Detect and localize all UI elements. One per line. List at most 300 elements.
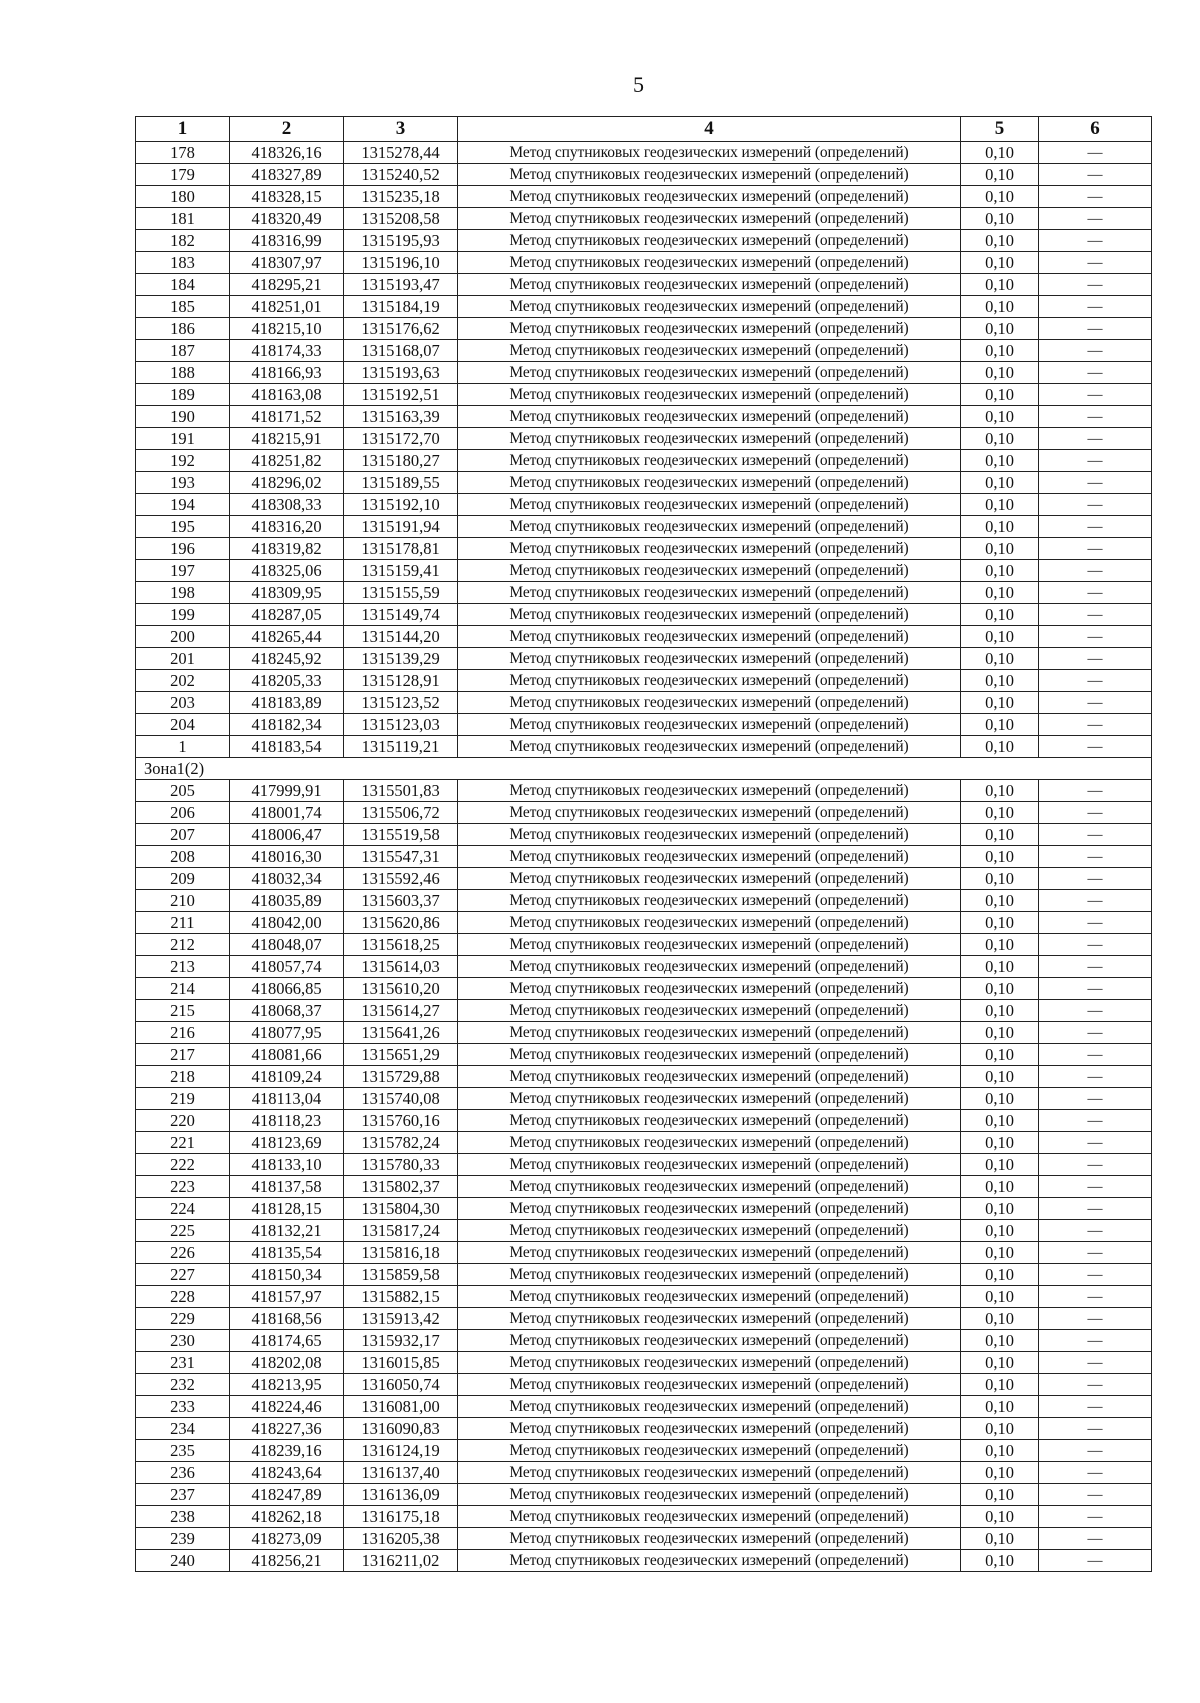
accuracy-cell: 0,10 <box>961 560 1039 582</box>
point-number-cell: 206 <box>136 802 230 824</box>
x-coordinate-cell: 418326,16 <box>230 142 344 164</box>
x-coordinate-cell: 418273,09 <box>230 1528 344 1550</box>
zone-label: Зона1(2) <box>136 758 1152 780</box>
description-cell: — <box>1039 934 1152 956</box>
method-cell: Метод спутниковых геодезических измерений (определений) <box>458 1440 961 1462</box>
x-coordinate-cell: 418245,92 <box>230 648 344 670</box>
table-row <box>136 296 1152 318</box>
x-coordinate-cell: 418247,89 <box>230 1484 344 1506</box>
method-cell: Метод спутниковых геодезических измерений (определений) <box>458 1220 961 1242</box>
x-coordinate-cell: 418163,08 <box>230 384 344 406</box>
y-coordinate-cell: 1315196,10 <box>344 252 458 274</box>
x-coordinate-cell: 418205,33 <box>230 670 344 692</box>
description-cell: — <box>1039 1110 1152 1132</box>
point-number-cell: 188 <box>136 362 230 384</box>
table-row <box>136 362 1152 384</box>
accuracy-cell: 0,10 <box>961 186 1039 208</box>
header-col-5: 5 <box>961 117 1039 142</box>
description-cell: — <box>1039 142 1152 164</box>
x-coordinate-cell: 418150,34 <box>230 1264 344 1286</box>
table-row <box>136 912 1152 934</box>
point-number-cell: 215 <box>136 1000 230 1022</box>
y-coordinate-cell: 1315193,63 <box>344 362 458 384</box>
accuracy-cell: 0,10 <box>961 406 1039 428</box>
description-cell: — <box>1039 1022 1152 1044</box>
x-coordinate-cell: 418327,89 <box>230 164 344 186</box>
method-cell: Метод спутниковых геодезических измерений (определений) <box>458 538 961 560</box>
method-cell: Метод спутниковых геодезических измерений (определений) <box>458 934 961 956</box>
description-cell: — <box>1039 604 1152 626</box>
x-coordinate-cell: 418319,82 <box>230 538 344 560</box>
description-cell: — <box>1039 1088 1152 1110</box>
table-row <box>136 648 1152 670</box>
x-coordinate-cell: 418262,18 <box>230 1506 344 1528</box>
description-cell: — <box>1039 780 1152 802</box>
y-coordinate-cell: 1316136,09 <box>344 1484 458 1506</box>
table-row <box>136 274 1152 296</box>
accuracy-cell: 0,10 <box>961 252 1039 274</box>
point-number-cell: 187 <box>136 340 230 362</box>
point-number-cell: 196 <box>136 538 230 560</box>
description-cell: — <box>1039 164 1152 186</box>
description-cell: — <box>1039 516 1152 538</box>
method-cell: Метод спутниковых геодезических измерений (определений) <box>458 472 961 494</box>
table-row <box>136 1176 1152 1198</box>
accuracy-cell: 0,10 <box>961 1000 1039 1022</box>
accuracy-cell: 0,10 <box>961 604 1039 626</box>
accuracy-cell: 0,10 <box>961 1550 1039 1572</box>
y-coordinate-cell: 1315614,03 <box>344 956 458 978</box>
description-cell: — <box>1039 1264 1152 1286</box>
x-coordinate-cell: 418243,64 <box>230 1462 344 1484</box>
accuracy-cell: 0,10 <box>961 1132 1039 1154</box>
y-coordinate-cell: 1315817,24 <box>344 1220 458 1242</box>
accuracy-cell: 0,10 <box>961 494 1039 516</box>
method-cell: Метод спутниковых геодезических измерений (определений) <box>458 780 961 802</box>
point-number-cell: 218 <box>136 1066 230 1088</box>
y-coordinate-cell: 1315123,03 <box>344 714 458 736</box>
y-coordinate-cell: 1315208,58 <box>344 208 458 230</box>
point-number-cell: 199 <box>136 604 230 626</box>
y-coordinate-cell: 1315192,10 <box>344 494 458 516</box>
x-coordinate-cell: 418137,58 <box>230 1176 344 1198</box>
x-coordinate-cell: 418328,15 <box>230 186 344 208</box>
y-coordinate-cell: 1315168,07 <box>344 340 458 362</box>
description-cell: — <box>1039 1506 1152 1528</box>
method-cell: Метод спутниковых геодезических измерений (определений) <box>458 890 961 912</box>
table-row <box>136 1352 1152 1374</box>
x-coordinate-cell: 418308,33 <box>230 494 344 516</box>
method-cell: Метод спутниковых геодезических измерений (определений) <box>458 1132 961 1154</box>
table-row <box>136 1264 1152 1286</box>
point-number-cell: 201 <box>136 648 230 670</box>
accuracy-cell: 0,10 <box>961 802 1039 824</box>
point-number-cell: 212 <box>136 934 230 956</box>
point-number-cell: 193 <box>136 472 230 494</box>
method-cell: Метод спутниковых геодезических измерений (определений) <box>458 1154 961 1176</box>
coordinates-table <box>135 116 1152 1572</box>
y-coordinate-cell: 1316081,00 <box>344 1396 458 1418</box>
description-cell: — <box>1039 1286 1152 1308</box>
header-col-2: 2 <box>230 117 344 142</box>
x-coordinate-cell: 418128,15 <box>230 1198 344 1220</box>
x-coordinate-cell: 418215,91 <box>230 428 344 450</box>
method-cell: Метод спутниковых геодезических измерений (определений) <box>458 516 961 538</box>
method-cell: Метод спутниковых геодезических измерений (определений) <box>458 384 961 406</box>
y-coordinate-cell: 1315180,27 <box>344 450 458 472</box>
method-cell: Метод спутниковых геодезических измерений (определений) <box>458 1396 961 1418</box>
x-coordinate-cell: 418202,08 <box>230 1352 344 1374</box>
description-cell: — <box>1039 1154 1152 1176</box>
x-coordinate-cell: 418035,89 <box>230 890 344 912</box>
accuracy-cell: 0,10 <box>961 1374 1039 1396</box>
point-number-cell: 207 <box>136 824 230 846</box>
table-row <box>136 626 1152 648</box>
table-row <box>136 384 1152 406</box>
y-coordinate-cell: 1315195,93 <box>344 230 458 252</box>
table-row <box>136 1000 1152 1022</box>
accuracy-cell: 0,10 <box>961 1066 1039 1088</box>
y-coordinate-cell: 1315139,29 <box>344 648 458 670</box>
method-cell: Метод спутниковых геодезических измерений (определений) <box>458 1000 961 1022</box>
x-coordinate-cell: 417999,91 <box>230 780 344 802</box>
y-coordinate-cell: 1316015,85 <box>344 1352 458 1374</box>
point-number-cell: 211 <box>136 912 230 934</box>
description-cell: — <box>1039 450 1152 472</box>
method-cell: Метод спутниковых геодезических измерений (определений) <box>458 648 961 670</box>
point-number-cell: 219 <box>136 1088 230 1110</box>
y-coordinate-cell: 1316205,38 <box>344 1528 458 1550</box>
table-row <box>136 1550 1152 1572</box>
point-number-cell: 223 <box>136 1176 230 1198</box>
point-number-cell: 179 <box>136 164 230 186</box>
method-cell: Метод спутниковых геодезических измерений (определений) <box>458 494 961 516</box>
accuracy-cell: 0,10 <box>961 318 1039 340</box>
method-cell: Метод спутниковых геодезических измерений (определений) <box>458 1044 961 1066</box>
point-number-cell: 210 <box>136 890 230 912</box>
x-coordinate-cell: 418227,36 <box>230 1418 344 1440</box>
x-coordinate-cell: 418109,24 <box>230 1066 344 1088</box>
description-cell: — <box>1039 692 1152 714</box>
method-cell: Метод спутниковых геодезических измерений (определений) <box>458 1176 961 1198</box>
method-cell: Метод спутниковых геодезических измерений (определений) <box>458 1462 961 1484</box>
description-cell: — <box>1039 340 1152 362</box>
accuracy-cell: 0,10 <box>961 1154 1039 1176</box>
point-number-cell: 235 <box>136 1440 230 1462</box>
method-cell: Метод спутниковых геодезических измерений (определений) <box>458 1330 961 1352</box>
accuracy-cell: 0,10 <box>961 1418 1039 1440</box>
point-number-cell: 213 <box>136 956 230 978</box>
description-cell: — <box>1039 890 1152 912</box>
description-cell: — <box>1039 318 1152 340</box>
method-cell: Метод спутниковых геодезических измерений (определений) <box>458 1286 961 1308</box>
x-coordinate-cell: 418133,10 <box>230 1154 344 1176</box>
method-cell: Метод спутниковых геодезических измерений (определений) <box>458 1022 961 1044</box>
table-row <box>136 1308 1152 1330</box>
y-coordinate-cell: 1315610,20 <box>344 978 458 1000</box>
table-row <box>136 1022 1152 1044</box>
point-number-cell: 192 <box>136 450 230 472</box>
point-number-cell: 204 <box>136 714 230 736</box>
table-row <box>136 1396 1152 1418</box>
description-cell: — <box>1039 978 1152 1000</box>
y-coordinate-cell: 1315592,46 <box>344 868 458 890</box>
method-cell: Метод спутниковых геодезических измерений (определений) <box>458 1506 961 1528</box>
point-number-cell: 189 <box>136 384 230 406</box>
x-coordinate-cell: 418215,10 <box>230 318 344 340</box>
accuracy-cell: 0,10 <box>961 384 1039 406</box>
accuracy-cell: 0,10 <box>961 1044 1039 1066</box>
method-cell: Метод спутниковых геодезических измерений (определений) <box>458 1352 961 1374</box>
description-cell: — <box>1039 846 1152 868</box>
method-cell: Метод спутниковых геодезических измерений (определений) <box>458 296 961 318</box>
description-cell: — <box>1039 956 1152 978</box>
accuracy-cell: 0,10 <box>961 582 1039 604</box>
point-number-cell: 228 <box>136 1286 230 1308</box>
table-row <box>136 1132 1152 1154</box>
y-coordinate-cell: 1315547,31 <box>344 846 458 868</box>
y-coordinate-cell: 1315859,58 <box>344 1264 458 1286</box>
table-row <box>136 780 1152 802</box>
table-row <box>136 516 1152 538</box>
y-coordinate-cell: 1316090,83 <box>344 1418 458 1440</box>
x-coordinate-cell: 418265,44 <box>230 626 344 648</box>
method-cell: Метод спутниковых геодезических измерений (определений) <box>458 252 961 274</box>
method-cell: Метод спутниковых геодезических измерений (определений) <box>458 1308 961 1330</box>
table-row <box>136 472 1152 494</box>
accuracy-cell: 0,10 <box>961 428 1039 450</box>
x-coordinate-cell: 418042,00 <box>230 912 344 934</box>
point-number-cell: 181 <box>136 208 230 230</box>
point-number-cell: 184 <box>136 274 230 296</box>
y-coordinate-cell: 1315932,17 <box>344 1330 458 1352</box>
y-coordinate-cell: 1315193,47 <box>344 274 458 296</box>
method-cell: Метод спутниковых геодезических измерений (определений) <box>458 208 961 230</box>
y-coordinate-cell: 1316137,40 <box>344 1462 458 1484</box>
accuracy-cell: 0,10 <box>961 978 1039 1000</box>
x-coordinate-cell: 418251,82 <box>230 450 344 472</box>
description-cell: — <box>1039 1374 1152 1396</box>
x-coordinate-cell: 418224,46 <box>230 1396 344 1418</box>
description-cell: — <box>1039 802 1152 824</box>
table-row <box>136 1198 1152 1220</box>
y-coordinate-cell: 1315614,27 <box>344 1000 458 1022</box>
description-cell: — <box>1039 1066 1152 1088</box>
accuracy-cell: 0,10 <box>961 1462 1039 1484</box>
accuracy-cell: 0,10 <box>961 1506 1039 1528</box>
accuracy-cell: 0,10 <box>961 780 1039 802</box>
table-row <box>136 1088 1152 1110</box>
description-cell: — <box>1039 560 1152 582</box>
table-row <box>136 868 1152 890</box>
accuracy-cell: 0,10 <box>961 824 1039 846</box>
method-cell: Метод спутниковых геодезических измерений (определений) <box>458 1088 961 1110</box>
point-number-cell: 238 <box>136 1506 230 1528</box>
y-coordinate-cell: 1315740,08 <box>344 1088 458 1110</box>
description-cell: — <box>1039 1308 1152 1330</box>
method-cell: Метод спутниковых геодезических измерений (определений) <box>458 186 961 208</box>
accuracy-cell: 0,10 <box>961 362 1039 384</box>
description-cell: — <box>1039 494 1152 516</box>
method-cell: Метод спутниковых геодезических измерений (определений) <box>458 1066 961 1088</box>
description-cell: — <box>1039 274 1152 296</box>
accuracy-cell: 0,10 <box>961 1022 1039 1044</box>
description-cell: — <box>1039 1044 1152 1066</box>
table-row <box>136 1528 1152 1550</box>
y-coordinate-cell: 1315240,52 <box>344 164 458 186</box>
point-number-cell: 200 <box>136 626 230 648</box>
accuracy-cell: 0,10 <box>961 670 1039 692</box>
point-number-cell: 236 <box>136 1462 230 1484</box>
accuracy-cell: 0,10 <box>961 1286 1039 1308</box>
point-number-cell: 180 <box>136 186 230 208</box>
x-coordinate-cell: 418048,07 <box>230 934 344 956</box>
x-coordinate-cell: 418287,05 <box>230 604 344 626</box>
x-coordinate-cell: 418077,95 <box>230 1022 344 1044</box>
y-coordinate-cell: 1315760,16 <box>344 1110 458 1132</box>
x-coordinate-cell: 418168,56 <box>230 1308 344 1330</box>
y-coordinate-cell: 1315780,33 <box>344 1154 458 1176</box>
point-number-cell: 190 <box>136 406 230 428</box>
description-cell: — <box>1039 296 1152 318</box>
method-cell: Метод спутниковых геодезических измерений (определений) <box>458 582 961 604</box>
x-coordinate-cell: 418132,21 <box>230 1220 344 1242</box>
point-number-cell: 234 <box>136 1418 230 1440</box>
x-coordinate-cell: 418113,04 <box>230 1088 344 1110</box>
accuracy-cell: 0,10 <box>961 1308 1039 1330</box>
y-coordinate-cell: 1315278,44 <box>344 142 458 164</box>
table-row <box>136 560 1152 582</box>
y-coordinate-cell: 1315235,18 <box>344 186 458 208</box>
table-row <box>136 1330 1152 1352</box>
y-coordinate-cell: 1315119,21 <box>344 736 458 758</box>
description-cell: — <box>1039 1242 1152 1264</box>
y-coordinate-cell: 1315913,42 <box>344 1308 458 1330</box>
x-coordinate-cell: 418239,16 <box>230 1440 344 1462</box>
point-number-cell: 237 <box>136 1484 230 1506</box>
y-coordinate-cell: 1315163,39 <box>344 406 458 428</box>
x-coordinate-cell: 418309,95 <box>230 582 344 604</box>
table-row <box>136 406 1152 428</box>
header-col-6: 6 <box>1039 117 1152 142</box>
zone-header-row <box>136 758 1152 780</box>
x-coordinate-cell: 418066,85 <box>230 978 344 1000</box>
method-cell: Метод спутниковых геодезических измерений (определений) <box>458 604 961 626</box>
accuracy-cell: 0,10 <box>961 472 1039 494</box>
header-col-4: 4 <box>458 117 961 142</box>
accuracy-cell: 0,10 <box>961 274 1039 296</box>
table-row <box>136 428 1152 450</box>
table-row <box>136 1154 1152 1176</box>
method-cell: Метод спутниковых геодезических измерений (определений) <box>458 1550 961 1572</box>
point-number-cell: 182 <box>136 230 230 252</box>
x-coordinate-cell: 418135,54 <box>230 1242 344 1264</box>
y-coordinate-cell: 1315620,86 <box>344 912 458 934</box>
y-coordinate-cell: 1315882,15 <box>344 1286 458 1308</box>
accuracy-cell: 0,10 <box>961 1484 1039 1506</box>
x-coordinate-cell: 418001,74 <box>230 802 344 824</box>
accuracy-cell: 0,10 <box>961 1352 1039 1374</box>
accuracy-cell: 0,10 <box>961 626 1039 648</box>
y-coordinate-cell: 1315519,58 <box>344 824 458 846</box>
description-cell: — <box>1039 824 1152 846</box>
description-cell: — <box>1039 230 1152 252</box>
description-cell: — <box>1039 648 1152 670</box>
table-row <box>136 186 1152 208</box>
table-row <box>136 1242 1152 1264</box>
table-row <box>136 142 1152 164</box>
table-row <box>136 1286 1152 1308</box>
table-row <box>136 164 1152 186</box>
method-cell: Метод спутниковых геодезических измерений (определений) <box>458 956 961 978</box>
table-row <box>136 604 1152 626</box>
table-row <box>136 1110 1152 1132</box>
table-row <box>136 494 1152 516</box>
table-row <box>136 252 1152 274</box>
y-coordinate-cell: 1315802,37 <box>344 1176 458 1198</box>
point-number-cell: 231 <box>136 1352 230 1374</box>
table-row <box>136 1220 1152 1242</box>
y-coordinate-cell: 1315816,18 <box>344 1242 458 1264</box>
accuracy-cell: 0,10 <box>961 1528 1039 1550</box>
description-cell: — <box>1039 252 1152 274</box>
point-number-cell: 1 <box>136 736 230 758</box>
point-number-cell: 227 <box>136 1264 230 1286</box>
accuracy-cell: 0,10 <box>961 736 1039 758</box>
description-cell: — <box>1039 582 1152 604</box>
x-coordinate-cell: 418213,95 <box>230 1374 344 1396</box>
point-number-cell: 226 <box>136 1242 230 1264</box>
method-cell: Метод спутниковых геодезических измерений (определений) <box>458 1264 961 1286</box>
point-number-cell: 220 <box>136 1110 230 1132</box>
accuracy-cell: 0,10 <box>961 890 1039 912</box>
method-cell: Метод спутниковых геодезических измерений (определений) <box>458 1110 961 1132</box>
point-number-cell: 205 <box>136 780 230 802</box>
accuracy-cell: 0,10 <box>961 912 1039 934</box>
method-cell: Метод спутниковых геодезических измерений (определений) <box>458 142 961 164</box>
description-cell: — <box>1039 736 1152 758</box>
x-coordinate-cell: 418032,34 <box>230 868 344 890</box>
method-cell: Метод спутниковых геодезических измерений (определений) <box>458 736 961 758</box>
point-number-cell: 209 <box>136 868 230 890</box>
x-coordinate-cell: 418295,21 <box>230 274 344 296</box>
method-cell: Метод спутниковых геодезических измерений (определений) <box>458 362 961 384</box>
point-number-cell: 221 <box>136 1132 230 1154</box>
point-number-cell: 224 <box>136 1198 230 1220</box>
table-row <box>136 1374 1152 1396</box>
point-number-cell: 216 <box>136 1022 230 1044</box>
point-number-cell: 230 <box>136 1330 230 1352</box>
y-coordinate-cell: 1315172,70 <box>344 428 458 450</box>
x-coordinate-cell: 418118,23 <box>230 1110 344 1132</box>
description-cell: — <box>1039 1550 1152 1572</box>
description-cell: — <box>1039 1440 1152 1462</box>
description-cell: — <box>1039 186 1152 208</box>
y-coordinate-cell: 1316050,74 <box>344 1374 458 1396</box>
accuracy-cell: 0,10 <box>961 956 1039 978</box>
accuracy-cell: 0,10 <box>961 868 1039 890</box>
accuracy-cell: 0,10 <box>961 1176 1039 1198</box>
point-number-cell: 233 <box>136 1396 230 1418</box>
method-cell: Метод спутниковых геодезических измерений (определений) <box>458 912 961 934</box>
description-cell: — <box>1039 1484 1152 1506</box>
y-coordinate-cell: 1315729,88 <box>344 1066 458 1088</box>
accuracy-cell: 0,10 <box>961 1110 1039 1132</box>
x-coordinate-cell: 418068,37 <box>230 1000 344 1022</box>
method-cell: Метод спутниковых геодезических измерений (определений) <box>458 714 961 736</box>
accuracy-cell: 0,10 <box>961 1198 1039 1220</box>
y-coordinate-cell: 1315178,81 <box>344 538 458 560</box>
